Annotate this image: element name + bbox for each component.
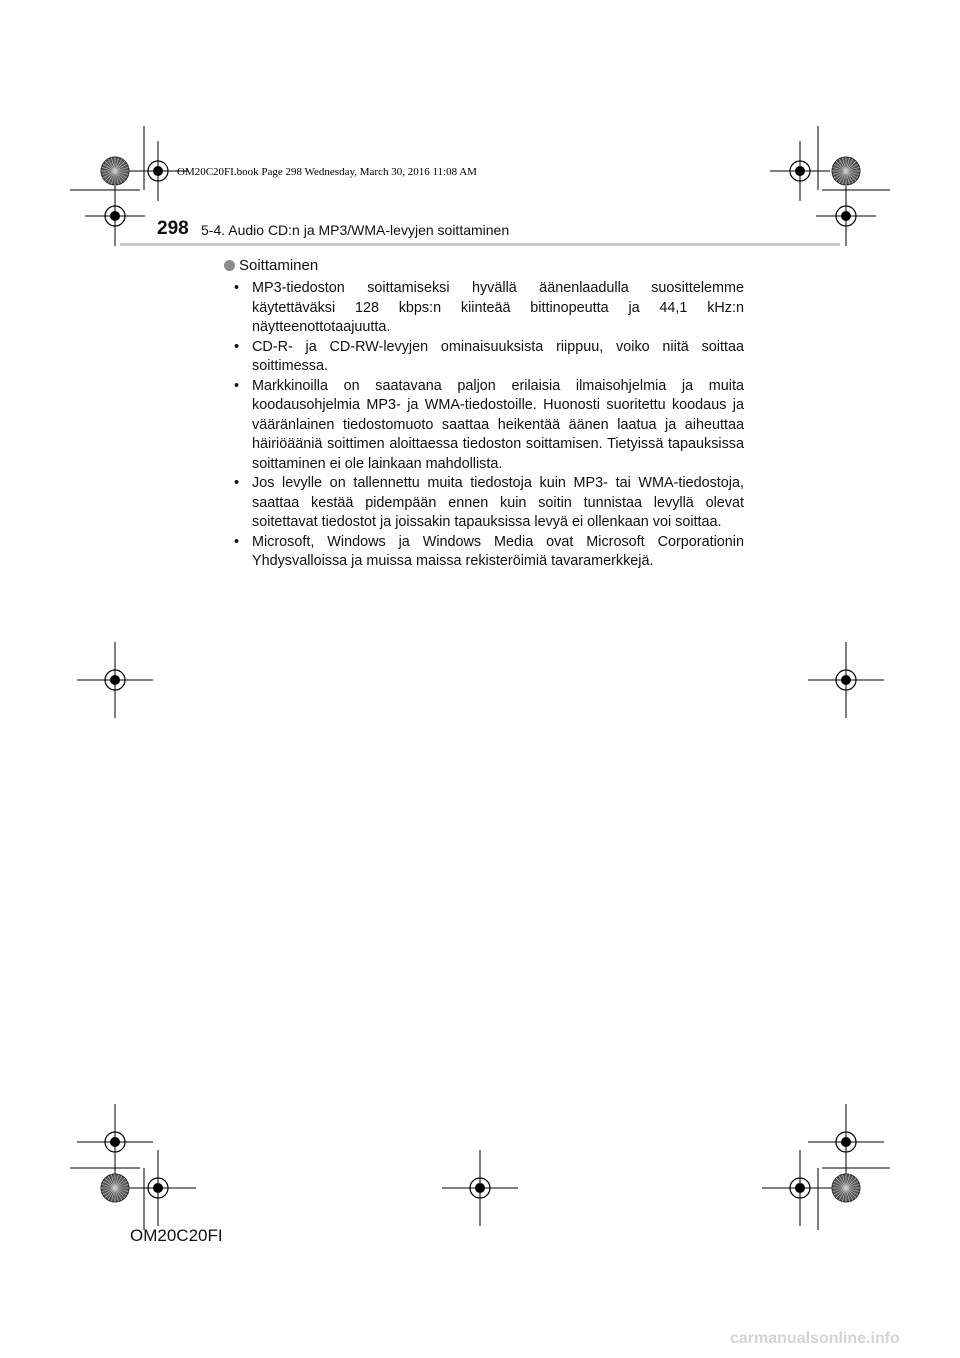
section-title: 5-4. Audio CD:n ja MP3/WMA-levyjen soittaminen [201, 222, 510, 238]
book-info-line: OM20C20FI.book Page 298 Wednesday, March 30, 2016 11:08 AM [177, 166, 477, 178]
list-item-text: Jos levylle on tallennettu muita tiedostoja kuin MP3- tai WMA-tiedostoja, saattaa kestää pidempään ennen kuin soitin tunnistaa levyllä olevat soitettavat tiedostot ja joissakin tapauksissa levyä ei ollenkaan voi soittaa. [252, 475, 744, 530]
list-item [234, 338, 744, 377]
list-item [234, 533, 744, 572]
list-item-text: CD-R- ja CD-RW-levyjen ominaisuuksista riippuu, voiko niitä soittaa soittimessa. [252, 338, 744, 374]
page-number: 298 [157, 218, 189, 239]
header-rule [120, 243, 840, 246]
list-item [234, 474, 744, 533]
list-item [234, 377, 744, 475]
list-item-text: MP3-tiedoston soittamiseksi hyvällä äänenlaadulla suosittelemme käytettäväksi 128 kbps:n kiinteää bittinopeutta ja 44,1 kHz:n näytteenottotaajuutta. [252, 280, 744, 335]
bullet-dot-icon [224, 260, 235, 271]
list-item-text: Markkinoilla on saatavana paljon erilaisia ilmaisohjelmia ja muita koodausohjelmia MP3- ja WMA-tiedostoille. Huonosti suoritettu koodaus ja vääränlainen tiedostomuoto saattaa heikentää äänen laatua ja aiheuttaa häiriöääniä soittimen aloittaessa tiedoston soittamisen. Tietyissä tapauksissa soittaminen ei ole lainkaan mahdollista. [252, 377, 744, 472]
list-item-text: Microsoft, Windows ja Windows Media ovat Microsoft Corporationin Yhdysvalloissa ja muissa maissa rekisteröimiä tavaramerkkejä. [252, 533, 744, 569]
footer-manual-code: OM20C20FI [130, 1226, 223, 1245]
section-heading [224, 257, 318, 274]
bullet-icon: • [234, 533, 240, 550]
bullet-icon: • [234, 377, 240, 394]
heading-text: Soittaminen [239, 257, 319, 274]
bullet-icon: • [234, 280, 240, 296]
list-item [234, 279, 744, 338]
bullet-list [234, 279, 744, 572]
bullet-icon: • [234, 338, 240, 355]
watermark: carmanualsonline.info [730, 1330, 900, 1347]
bullet-icon: • [234, 475, 240, 491]
